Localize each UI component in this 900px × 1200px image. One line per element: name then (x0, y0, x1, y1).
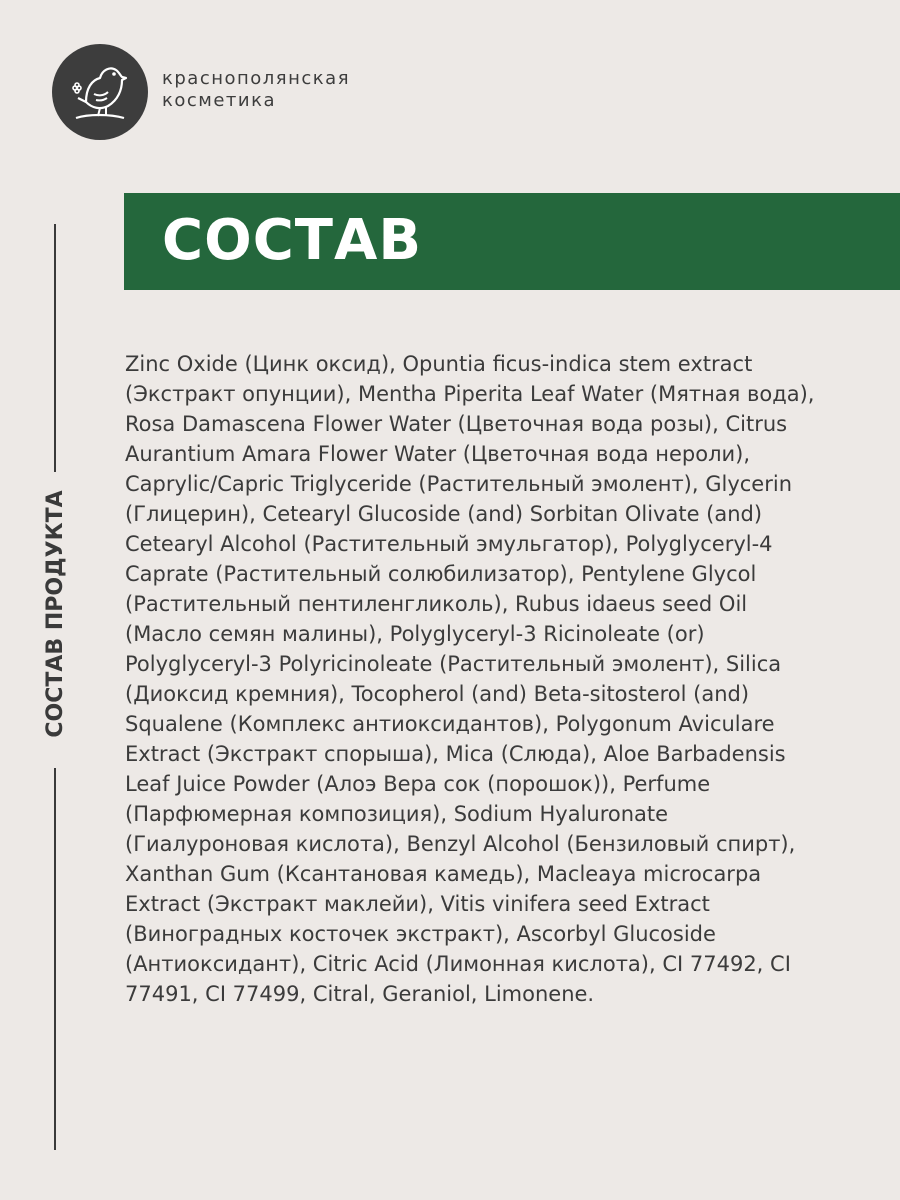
side-divider-bottom (54, 768, 56, 1150)
title-banner (124, 193, 900, 290)
brand-logo (52, 44, 148, 140)
page-title: СОСТАВ (162, 208, 423, 273)
ingredients-list: Zinc Oxide (Цинк оксид), Opuntia ficus-indica stem extract (Экстракт опунции), Mentha Piperita Leaf Water (Мятная вода), Rosa Damascena Flower Water (Цветочная вода розы), Citrus Aurantium Amara Flower Water (Цветочная вода нероли), Caprylic/Capric Triglyceride (Растительный эмолент), Glycerin (Глицерин), Cetearyl Glucoside (and) Sorbitan Olivate (and) Cetearyl Alcohol (Растительный эмульгатор), Polyglyceryl-4 Caprate (Растительный солюбилизатор), Pentylene Glycol (Растительный пентиленгликоль), Rubus idaeus seed Oil (Масло семян малины), Polyglyceryl-3 Ricinoleate (or) Polyglyceryl-3 Polyricinoleate (Растительный эмолент), Silica (Диоксид кремния), Tocopherol (and) Beta-sitosterol (and) Squalene (Комплекс антиоксидантов), Polygonum Aviculare Extract (Экстракт спорыша), Mica (Слюда), Aloe Barbadensis Leaf Juice Powder (Алоэ Вера сок (порошок)), Perfume (Парфюмерная композиция), Sodium Hyaluronate (Гиалуроновая кислота), Benzyl Alcohol (Бензиловый спирт), Xanthan Gum (Ксантановая камедь), Macleaya microcarpa Extract (Экстракт маклейи), Vitis vinifera seed Extract (Виноградных косточек экстракт), Ascorbyl Glucoside (Антиоксидант), Citric Acid (Лимонная кислота), CI 77492, CI 77491, CI 77499, Citral, Geraniol, Limonene. (125, 352, 815, 1006)
side-label: СОСТАВ ПРОДУКТА (43, 490, 68, 738)
bird-icon (52, 44, 148, 140)
side-divider-top (54, 224, 56, 472)
brand-name-line-1: краснополянская (162, 68, 351, 89)
brand-name-line-2: косметика (162, 90, 277, 111)
brand-name (162, 68, 350, 112)
